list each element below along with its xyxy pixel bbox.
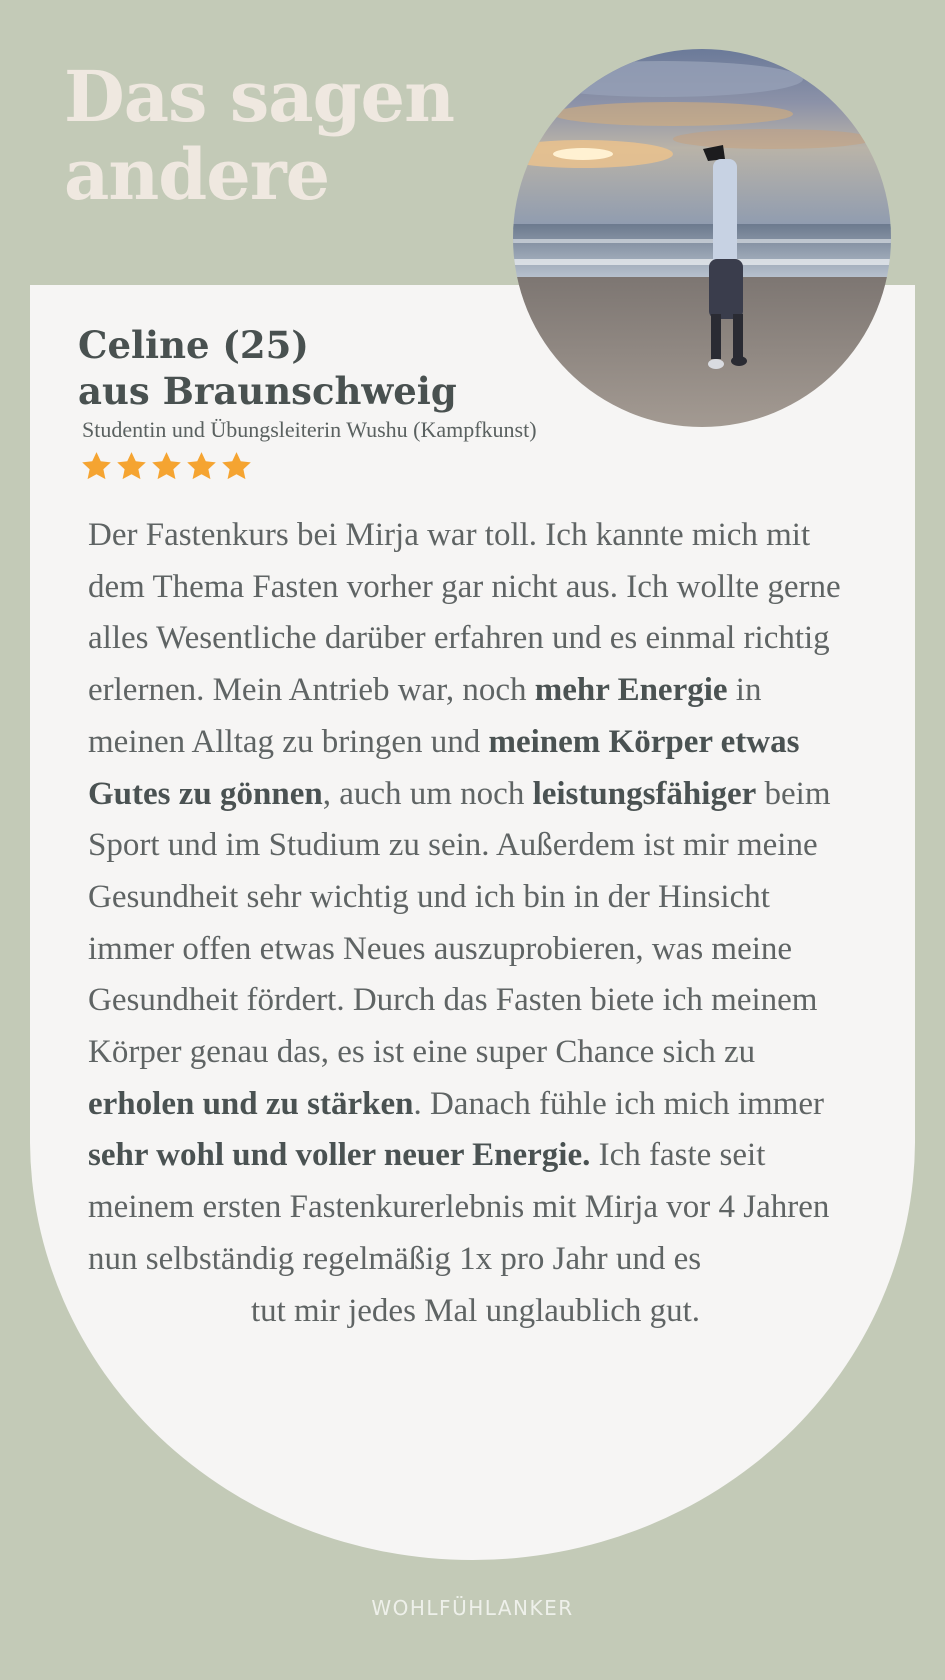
page-title bbox=[64, 55, 454, 216]
testimonial-segment: Ich faste seit meinem ersten Fastenkurerlebnis mit Mirja vor 4 Jahren nun selbständig regelmäßig 1x pro Jahr und es bbox=[88, 1137, 830, 1277]
reviewer-name-line-1: Celine (25) bbox=[78, 323, 309, 367]
star-icon bbox=[115, 450, 148, 483]
testimonial-highlight: erholen und zu stärken bbox=[88, 1085, 414, 1122]
star-rating bbox=[80, 450, 253, 483]
testimonial-text bbox=[88, 510, 863, 1337]
star-icon bbox=[150, 450, 183, 483]
page-title-line-1: Das sagen bbox=[64, 55, 454, 138]
testimonial-last-line: tut mir jedes Mal unglaublich gut. bbox=[250, 1292, 701, 1329]
testimonial-highlight: sehr wohl und voller neuer Energie. bbox=[88, 1137, 591, 1174]
testimonial-segment: beim Sport und im Studium zu sein. Außerdem ist mir meine Gesundheit sehr wichtig und ich bin in der Hinsicht immer offen etwas Neues auszuprobieren, was meine Gesundheit fördert. Durch das Fasten biete ich meinem Körper genau das, es ist eine super Chance sich zu bbox=[88, 775, 831, 1071]
testimonial-segment: in meinen Alltag zu bringen und bbox=[88, 672, 762, 760]
page-title-line-2: andere bbox=[64, 133, 330, 216]
brand-footer: WOHLFÜHLANKER bbox=[371, 1596, 574, 1620]
star-icon bbox=[220, 450, 253, 483]
star-icon bbox=[185, 450, 218, 483]
testimonial-highlight: meinem Körper etwas Gutes zu gönnen bbox=[88, 723, 800, 812]
star-icon bbox=[80, 450, 113, 483]
testimonial-segment: . Danach fühle ich mich immer bbox=[413, 1085, 824, 1122]
reviewer-name bbox=[78, 322, 457, 414]
person-handstand-on-beach-photo bbox=[513, 49, 891, 427]
testimonial-highlight: mehr Energie bbox=[534, 672, 728, 709]
reviewer-role: Studentin und Übungsleiterin Wushu (Kampfkunst) bbox=[82, 417, 537, 442]
testimonial-segment: , auch um noch bbox=[322, 775, 533, 812]
testimonial-segment: Der Fastenkurs bei Mirja war toll. Ich kannte mich mit dem Thema Fasten vorher gar nicht aus. Ich wollte gerne alles Wesentliche darüber erfahren und es einmal richtig erlernen. Mein Antrieb war, noch bbox=[88, 517, 841, 709]
reviewer-name-line-2: aus Braunschweig bbox=[78, 369, 457, 413]
testimonial-highlight: leistungsfähiger bbox=[532, 775, 757, 812]
